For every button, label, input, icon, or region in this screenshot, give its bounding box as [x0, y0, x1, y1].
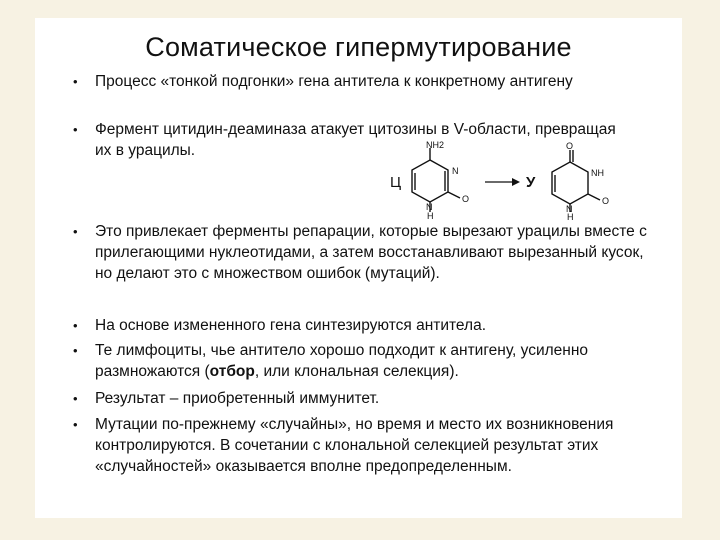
nh2-label: NH2 — [426, 140, 445, 150]
atom-h-label: H — [567, 212, 574, 220]
bullet-text: На основе измененного гена синтезируются антитела. — [95, 317, 487, 334]
bullet-text-bold: отбор — [209, 363, 255, 380]
bullet-mark: • — [73, 318, 78, 333]
uracil-label: У — [526, 174, 536, 191]
bullet-mark: • — [73, 122, 78, 137]
bullet-mark: • — [73, 417, 78, 432]
atom-h-label: H — [427, 211, 434, 220]
bullet-7 — [73, 414, 655, 477]
atom-o-label: O — [602, 196, 610, 206]
atom-nh-label: NH — [591, 168, 604, 178]
bullet-6 — [73, 388, 655, 409]
atom-o-label: O — [566, 141, 574, 151]
atom-n-label: N — [566, 204, 573, 214]
bullet-mark: • — [73, 343, 78, 358]
bullet-5 — [73, 340, 655, 382]
bullet-text: Фермент цитидин-деаминаза атакует цитозины в V-области, превращая их в урацилы. — [95, 121, 616, 159]
bullet-text: Это привлекает ферменты репарации, которые вырезают урацилы вместе с прилегающими нуклеотидами, а затем восстанавливают вырезанный кусок, но делают это с множеством ошибок (мутаций). — [95, 223, 647, 282]
bullet-3 — [73, 221, 655, 284]
bullet-mark: • — [73, 391, 78, 406]
reaction-arrow — [485, 178, 520, 186]
bullet-mark: • — [73, 74, 78, 89]
bullet-text: Процесс «тонкой подгонки» гена антитела к конкретному антигену — [95, 73, 573, 90]
bullet-text: Мутации по-прежнему «случайны», но время и место их возникновения контролируются. В сочетании с клональной селекцией результат этих «случайностей» оказывается вполне предопределенным. — [95, 416, 614, 475]
cytosine-structure — [412, 148, 460, 212]
cytosine-uracil-reaction — [390, 140, 620, 220]
bullet-1 — [73, 71, 655, 92]
bullet-4 — [73, 315, 655, 336]
bullet-text-after: , или клональная селекция). — [254, 363, 459, 380]
uracil-structure — [552, 150, 600, 212]
cytosine-label: Ц — [390, 174, 402, 191]
atom-n-label: N — [452, 166, 459, 176]
bullet-mark: • — [73, 224, 78, 239]
slide — [35, 18, 682, 518]
atom-o-label: O — [462, 194, 470, 204]
atom-n-label: N — [426, 202, 433, 212]
bullet-text: Результат – приобретенный иммунитет. — [95, 390, 380, 407]
slide-title: Соматическое гипермутирование — [145, 32, 572, 62]
bullet-text-before: Те лимфоциты, чье антитело хорошо подходит к антигену, усиленно размножаются ( — [95, 342, 589, 380]
